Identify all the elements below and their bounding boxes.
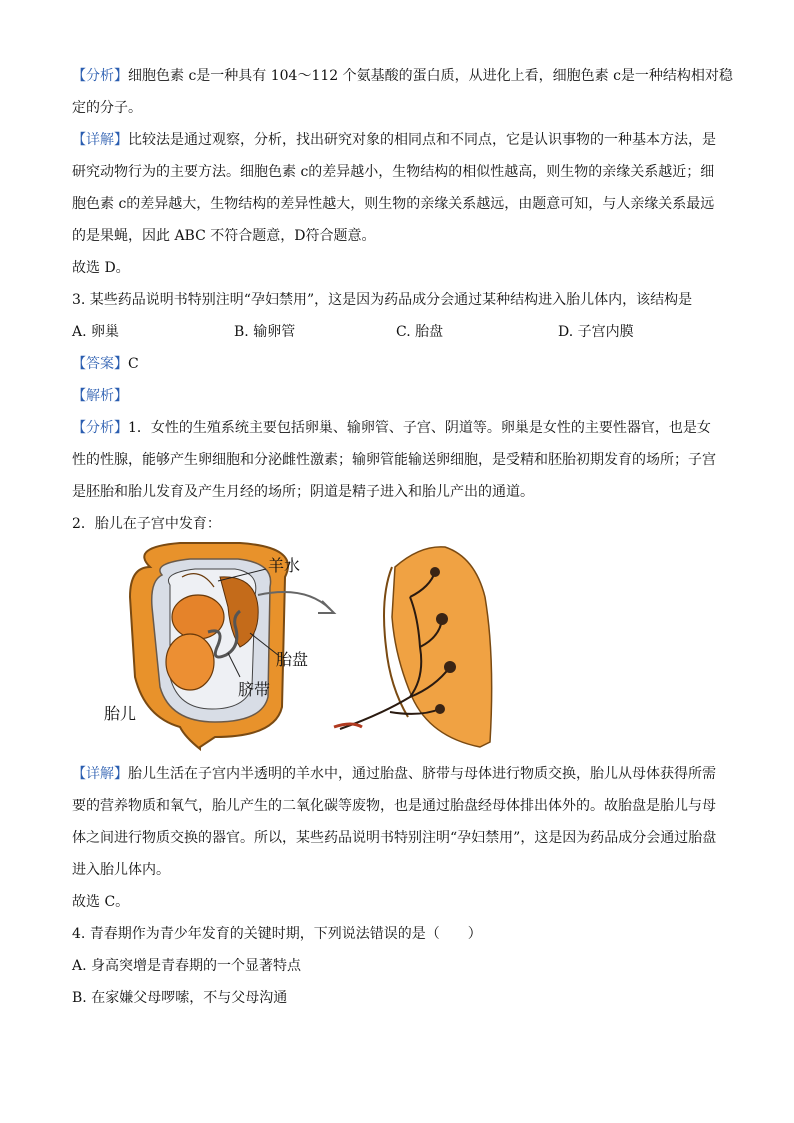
arrow-head [318,601,334,613]
option-a: A. 身高突增是青春期的一个显著特点 [72,958,302,974]
question-3-stem: 3. 某些药品说明书特别注明“孕妇禁用”，这是因为药品成分会通过某种结构进入胎儿体内，该结构是 [72,292,693,308]
figure-svg [90,537,510,755]
analysis-paragraph-1 [72,66,733,86]
detail-tag: 【详解】 [72,132,128,148]
option-d: D. 子宫内膜 [558,324,634,340]
text-line: 要的营养物质和氧气，胎儿产生的二氧化碳等废物，也是通过胎盘经母体排出体外的。故胎盘是胎儿与母 [72,798,716,814]
text: 1．女性的生殖系统主要包括卵巢、输卵管、子宫、阴道等。卵巢是女性的主要性器官，也是女 [128,420,711,436]
conclusion: 故选 C。 [72,894,130,910]
text-line: 定的分子。 [72,100,142,116]
conclusion: 故选 D。 [72,260,130,276]
label-umbilical-cord: 脐带 [238,680,271,699]
text: 胎儿生活在子宫内半透明的羊水中，通过胎盘、脐带与母体进行物质交换，胎儿从母体获得所需 [128,766,716,782]
fetus-placenta-figure [90,537,510,755]
answer-tag: 【答案】 [72,356,128,372]
text: 细胞色素 c是一种具有 104～112 个氨基酸的蛋白质，从进化上看，细胞色素 c是一种结构相对稳 [128,68,733,84]
text-line: 胞色素 c的差异越大，生物结构的差异性越大，则生物的亲缘关系越远，由题意可知，与人亲缘关系最远 [72,196,715,212]
analysis-paragraph-2 [72,418,711,438]
detail-tag: 【详解】 [72,766,128,782]
text-line: 是胚胎和胎儿发育及产生月经的场所；阴道是精子进入和胎儿产出的通道。 [72,484,534,500]
fetus-head [166,634,214,690]
text-line: 性的性腺，能够产生卵细胞和分泌雌性激素；输卵管能输送卵细胞，是受精和胚胎初期发育的场所；子宫 [72,452,716,468]
text-line: 体之间进行物质交换的器官。所以，某些药品说明书特别注明“孕妇禁用”，这是因为药品成分会通过胎盘 [72,830,717,846]
analysis-tag: 【分析】 [72,68,128,84]
text-line: 研究动物行为的主要方法。细胞色素 c的差异越小，生物结构的相似性越高，则生物的亲缘关系越近；细 [72,164,715,180]
option-c: C. 胎盘 [396,324,444,340]
answer-value: C [128,356,139,372]
answer-line [72,354,139,374]
text-line: 进入胎儿体内。 [72,862,170,878]
detail-paragraph-1 [72,130,716,150]
option-b: B. 输卵管 [234,324,296,340]
text: 比较法是通过观察，分析，找出研究对象的相同点和不同点，它是认识事物的一种基本方法，是 [128,132,716,148]
option-a: A. 卵巢 [72,324,120,340]
explain-tag: 【解析】 [72,388,128,404]
option-b: B. 在家嫌父母啰嗦，不与父母沟通 [72,990,288,1006]
analysis-tag: 【分析】 [72,420,128,436]
detail-paragraph-2 [72,764,716,784]
label-placenta: 胎盘 [276,650,309,669]
label-amniotic-fluid: 羊水 [268,556,301,575]
text-line: 2．胎儿在子宫中发育： [72,516,221,532]
text-line: 的是果蝇，因此 ABC 不符合题意，D符合题意。 [72,228,376,244]
label-fetus: 胎儿 [104,704,137,723]
question-4-stem: 4. 青春期作为青少年发育的关键时期，下列说法错误的是（ ） [72,926,482,942]
